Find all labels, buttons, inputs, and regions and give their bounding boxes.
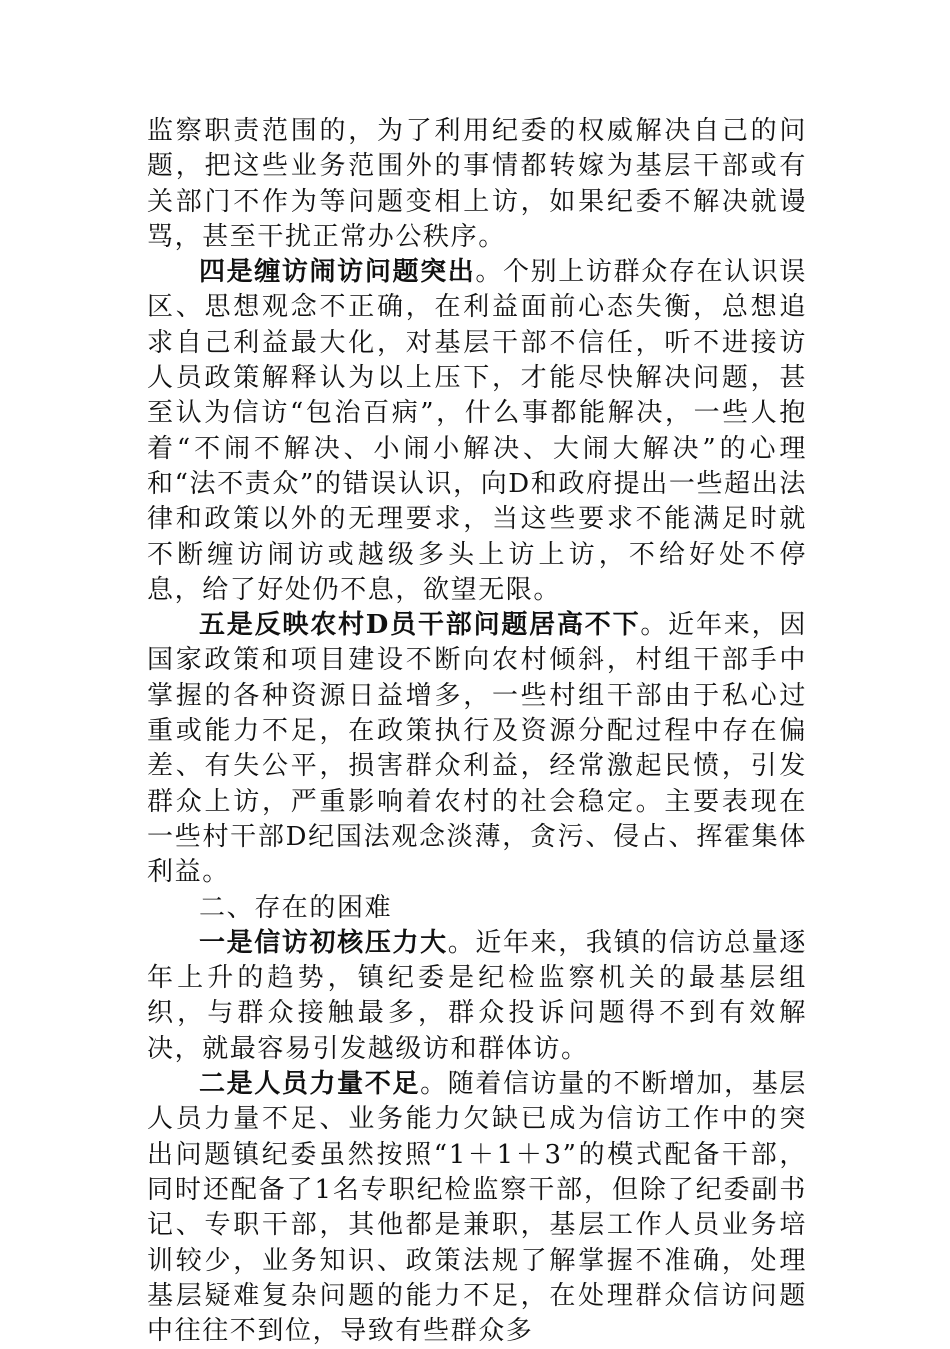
paragraph-lead: 一是信访初核压力大: [199, 927, 448, 958]
paragraph-lead: 五是反映农村D员干部问题居高不下: [199, 610, 641, 641]
paragraph-text: 。近年来，我镇的信访总量逐年上升的趋势，镇纪委是纪检监察机关的最基层组织，与群众接触最多，群众投诉问题得不到有效解决，就最容易引发越级访和群体访。: [147, 927, 807, 1064]
paragraph-point-four: [147, 255, 807, 608]
paragraph-text: 监察职责范围的，为了利用纪委的权威解决自己的问题，把这些业务范围外的事情都转嫁为基层干部或有关部门不作为等问题变相上访，如果纪委不解决就谩骂，甚至干扰正常办公秩序。: [147, 116, 807, 252]
document-page: [147, 114, 807, 1349]
paragraph-difficulty-one: [147, 926, 807, 1067]
paragraph-lead: 四是缠访闹访问题突出: [199, 257, 476, 288]
paragraph-continuation: [147, 114, 807, 255]
paragraph-text: 。随着信访量的不断增加，基层人员力量不足、业务能力欠缺已成为信访工作中的突出问题镇纪委虽然按照“1＋1＋3”的模式配备干部，同时还配备了1名专职纪检监察干部，但除了纪委副书记、专职干部，其他都是兼职，基层工作人员业务培训较少，业务知识、政策法规了解掌握不准确，处理基层疑难复杂问题的能力不足，在处理群众信访问题中往往不到位，导致有些群众多: [147, 1069, 807, 1347]
paragraph-text: 。个别上访群众存在认识误区、思想观念不正确，在利益面前心态失衡，总想追求自己利益最大化，对基层干部不信任，听不进接访人员政策解释认为以上压下，才能尽快解决问题，甚至认为信访“包治百病”，什么事都能解决，一些人抱着“不闹不解决、小闹小解决、大闹大解决”的心理和“法不责众”的错误认识，向D和政府提出一些超出法律和政策以外的无理要求，当这些要求不能满足时就不断缠访闹访或越级多头上访上访，不给好处不停息，给了好处仍不息，欲望无限。: [147, 257, 807, 605]
paragraph-text: 。近年来，因国家政策和项目建设不断向农村倾斜，村组干部手中掌握的各种资源日益增多，一些村组干部由于私心过重或能力不足，在政策执行及资源分配过程中存在偏差、有失公平，损害群众利益，经常激起民愤，引发群众上访，严重影响着农村的社会稳定。主要表现在一些村干部D纪国法观念淡薄，贪污、侵占、挥霍集体利益。: [147, 610, 807, 888]
paragraph-point-five: [147, 608, 807, 890]
paragraph-lead: 二是人员力量不足: [199, 1069, 421, 1100]
paragraph-difficulty-two: [147, 1067, 807, 1349]
section-heading: 二、存在的困难: [199, 892, 393, 923]
